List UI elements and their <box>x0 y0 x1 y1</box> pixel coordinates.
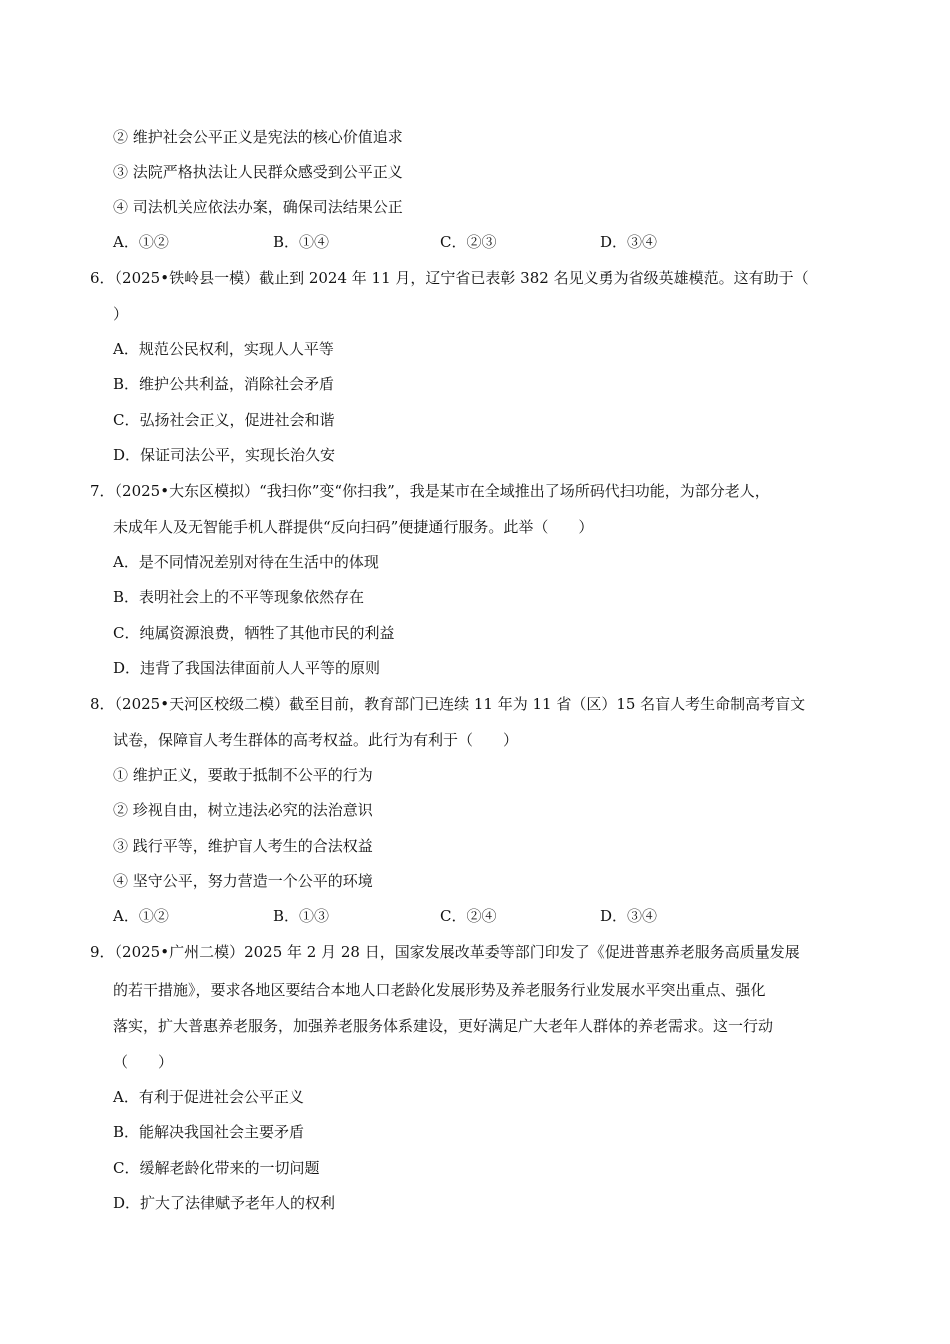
q7-option-a: A．是不同情况差别对待在生活中的体现 <box>113 553 379 571</box>
q5-statement-3: ③ 法院严格执法让人民群众感受到公平正义 <box>113 163 403 181</box>
q9-stem-line-1: 9．（2025•广州二模）2025 年 2 月 28 日，国家发展改革委等部门印发了《促进普惠养老服务高质量发展 <box>90 943 800 961</box>
q9-option-b: B．能解决我国社会主要矛盾 <box>113 1123 305 1141</box>
q5-statement-4: ④ 司法机关应依法办案，确保司法结果公正 <box>113 198 403 216</box>
q7-stem-line-2: 未成年人及无智能手机人群提供“反向扫码”便捷通行服务。此举（ ） <box>113 518 594 536</box>
q5-option-c: C．②③ <box>440 233 497 251</box>
q9-option-d: D．扩大了法律赋予老年人的权利 <box>113 1194 336 1212</box>
q8-statement-4: ④ 坚守公平，努力营造一个公平的环境 <box>113 872 373 890</box>
q6-stem-line-2: ） <box>113 305 129 323</box>
q8-statement-2: ② 珍视自由，树立违法必究的法治意识 <box>113 801 373 819</box>
q7-option-c: C．纯属资源浪费，牺牲了其他市民的利益 <box>113 624 395 642</box>
q6-option-b: B．维护公共利益，消除社会矛盾 <box>113 375 335 393</box>
q7-stem-line-1: 7．（2025•大东区模拟）“我扫你”变“你扫我”，我是某市在全域推出了场所码代扫功能，为部分老人， <box>90 482 770 500</box>
q6-option-c: C．弘扬社会正义，促进社会和谐 <box>113 411 335 429</box>
q9-stem-line-3: 落实，扩大普惠养老服务，加强养老服务体系建设，更好满足广大老年人群体的养老需求。这一行动 <box>113 1017 774 1035</box>
q5-option-a: A．①② <box>113 233 169 251</box>
q7-option-d: D．违背了我国法律面前人人平等的原则 <box>113 659 381 677</box>
q6-stem-line-1: 6．（2025•铁岭县一模）截止到 2024 年 11 月，辽宁省已表彰 382 名见义勇为省级英雄模范。这有助于（ <box>90 269 809 287</box>
q8-option-b: B．①③ <box>273 907 330 925</box>
q8-statement-1: ① 维护正义，要敢于抵制不公平的行为 <box>113 766 373 784</box>
q9-option-c: C．缓解老龄化带来的一切问题 <box>113 1159 320 1177</box>
q8-option-a: A．①② <box>113 907 169 925</box>
q8-stem-line-2: 试卷，保障盲人考生群体的高考权益。此行为有利于（ ） <box>113 731 519 749</box>
q5-statement-2: ② 维护社会公平正义是宪法的核心价值追求 <box>113 128 403 146</box>
q9-stem-line-2: 的若干措施》，要求各地区要结合本地人口老龄化发展形势及养老服务行业发展水平突出重点、强化 <box>113 981 766 999</box>
q8-stem-line-1: 8．（2025•天河区校级二模）截至目前，教育部门已连续 11 年为 11 省（区）15 名盲人考生命制高考盲文 <box>90 695 806 713</box>
q6-option-a: A．规范公民权利，实现人人平等 <box>113 340 334 358</box>
q9-stem-line-4: （ ） <box>113 1053 174 1071</box>
q5-option-d: D．③④ <box>600 233 658 251</box>
q8-option-c: C．②④ <box>440 907 497 925</box>
q7-option-b: B．表明社会上的不平等现象依然存在 <box>113 588 365 606</box>
q8-statement-3: ③ 践行平等，维护盲人考生的合法权益 <box>113 837 373 855</box>
q5-option-b: B．①④ <box>273 233 330 251</box>
q9-option-a: A．有利于促进社会公平正义 <box>113 1088 304 1106</box>
q6-option-d: D．保证司法公平，实现长治久安 <box>113 446 336 464</box>
q8-option-d: D．③④ <box>600 907 658 925</box>
